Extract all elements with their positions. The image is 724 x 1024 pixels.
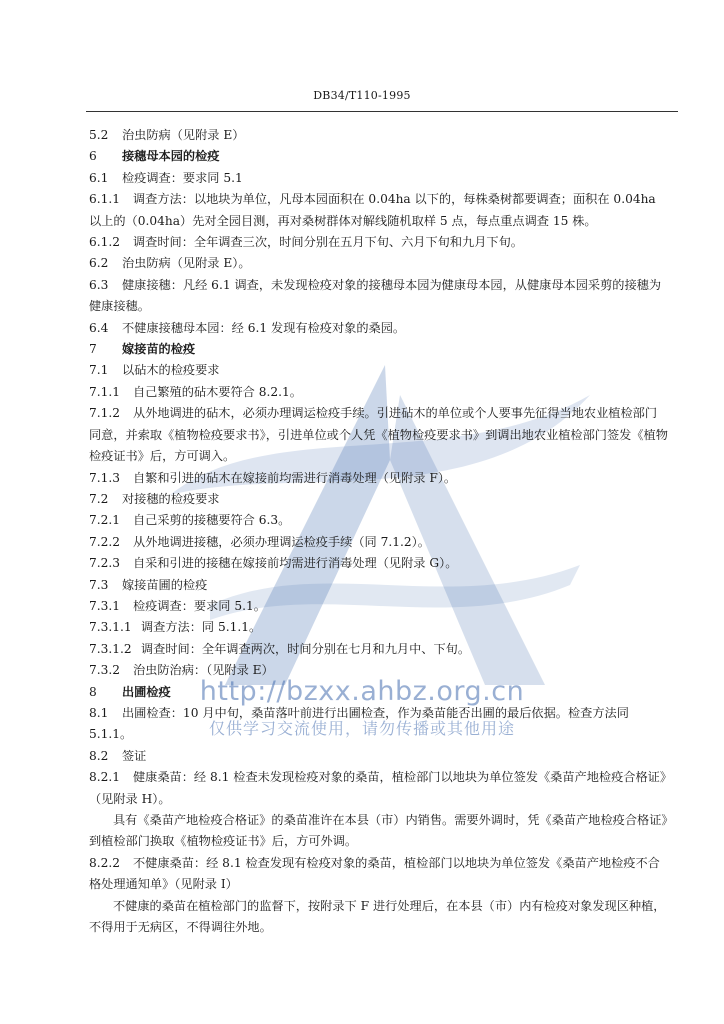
- clause-text: 自己繁殖的砧木要符合 8.2.1。: [133, 384, 302, 399]
- section-heading: [89, 339, 669, 360]
- clause-number: 8.2.2: [89, 855, 121, 870]
- clause-text: 检疫调查：要求同 5.1。: [133, 598, 266, 613]
- clause-number: 7.2.3: [89, 556, 121, 571]
- clause-number: 7.2: [89, 491, 109, 506]
- watermark-url: http://bzxx.ahbz.org.cn: [199, 676, 525, 707]
- clause-number: 5.2: [89, 128, 109, 142]
- clause-paragraph: [89, 510, 669, 531]
- clause-paragraph: [89, 810, 669, 853]
- clause-paragraph: [89, 617, 669, 638]
- clause-paragraph: [89, 746, 669, 767]
- clause-paragraph: [89, 318, 669, 339]
- clause-paragraph: [89, 232, 669, 253]
- clause-paragraph: [89, 896, 669, 939]
- clause-paragraph: [89, 853, 669, 896]
- clause-paragraph: [89, 125, 669, 146]
- clause-number: 6.2: [89, 256, 109, 271]
- header-rule: [86, 111, 678, 112]
- clause-text: 出圃检疫: [122, 684, 171, 699]
- clause-number: 7.1: [89, 363, 109, 378]
- clause-number: 6: [89, 149, 97, 164]
- clause-paragraph: [89, 468, 669, 489]
- clause-number: 6.3: [89, 277, 109, 292]
- clause-number: 7.1.2: [89, 406, 121, 421]
- clause-number: 6.4: [89, 320, 109, 335]
- clause-number: 8.2: [89, 748, 109, 763]
- clause-paragraph: [89, 253, 669, 274]
- clause-paragraph: [89, 403, 669, 467]
- clause-paragraph: [89, 382, 669, 403]
- clause-paragraph: [89, 532, 669, 553]
- clause-number: 6.1: [89, 170, 109, 185]
- clause-number: 7.1.3: [89, 470, 121, 485]
- clause-text: 自采和引进的接穗在嫁接前均需进行消毒处理（见附录 G）。: [133, 556, 458, 571]
- clause-text: 接穗母本园的检疫: [122, 149, 220, 164]
- clause-number: 7.2.1: [89, 513, 121, 528]
- clause-paragraph: [89, 596, 669, 617]
- clause-text: 对接穗的检疫要求: [122, 491, 220, 506]
- clause-text: 治虫防治病：（见附录 E）: [133, 663, 274, 678]
- section-heading: [89, 146, 669, 167]
- clause-paragraph: [89, 189, 669, 232]
- clause-number: 7.3.1: [89, 598, 121, 613]
- clause-text: 自繁和引进的砧木在嫁接前均需进行消毒处理（见附录 F）。: [133, 470, 457, 485]
- clause-number: 7: [89, 342, 97, 357]
- clause-text: 调查方法：同 5.1.1。: [141, 620, 262, 635]
- clause-paragraph: [89, 489, 669, 510]
- clause-number: 6.1.1: [89, 192, 121, 207]
- clause-text: 调查方法：以地块为单位，凡母本园面积在 0.04ha 以下的，每株桑树都要调查；面积在 0.04ha 以上的（0.04ha）先对全园目测，再对桑树群体对解线随机取样 5 点，每点重点调查 15 株。: [89, 192, 656, 228]
- clause-number: 8.2.1: [89, 770, 121, 785]
- clause-number: 6.1.2: [89, 235, 121, 250]
- document-code-header: DB34/T110-1995: [313, 89, 411, 102]
- clause-text: 健康桑苗：经 8.1 检查未发现检疫对象的桑苗，植检部门以地块为单位签发《桑苗产地检疫合格证》（见附录 H）。: [89, 770, 666, 806]
- clause-text: 从外地调进接穗，必须办理调运检疫手续（同 7.1.2）。: [133, 534, 430, 549]
- clause-text: 治虫防病（见附录 E）: [122, 128, 245, 142]
- clause-text: 不健康的桑苗在植检部门的监督下，按附录下 F 进行处理后，在本县（市）内有检疫对象发现区种植，不得用于无病区，不得调往外地。: [89, 898, 666, 935]
- clause-number: 7.3.1.2: [89, 641, 132, 656]
- clause-number: 8.1: [89, 705, 109, 720]
- clause-paragraph: [89, 360, 669, 381]
- clause-number: 7.3.1.1: [89, 620, 132, 635]
- clause-text: 签证: [122, 748, 147, 763]
- clause-text: 不健康接穗母本园：经 6.1 发现有检疫对象的桑园。: [122, 320, 406, 335]
- clause-text: 调查时间：全年调查两次，时间分别在七月和九月中、下旬。: [141, 641, 471, 656]
- watermark-note: 仅供学习交流使用，请勿传播或其他用途: [208, 719, 515, 738]
- clause-number: 8: [89, 684, 97, 699]
- clause-paragraph: [89, 575, 669, 596]
- clause-text: 治虫防病（见附录 E）。: [122, 256, 251, 271]
- clause-text: 嫁接苗的检疫: [122, 342, 196, 357]
- clause-number: 7.3.2: [89, 663, 121, 678]
- clause-text: 嫁接苗圃的检疫: [122, 577, 208, 592]
- clause-text: 调查时间：全年调查三次，时间分别在五月下旬、六月下旬和九月下旬。: [133, 235, 523, 250]
- clause-text: 不健康桑苗：经 8.1 检查发现有检疫对象的桑苗，植检部门以地块为单位签发《桑苗产地检疫不合格处理通知单》（见附录 I）: [89, 855, 660, 892]
- clause-paragraph: [89, 639, 669, 660]
- clause-number: 7.3: [89, 577, 109, 592]
- document-body: [89, 125, 669, 938]
- clause-text: 具有《桑苗产地检疫合格证》的桑苗准许在本县（市）内销售。需要外调时，凭《桑苗产地检疫合格证》到植检部门换取《植物检疫证书》后，方可外调。: [89, 813, 668, 849]
- clause-text: 自己采剪的接穗要符合 6.3。: [133, 513, 291, 528]
- clause-text: 检疫调查：要求同 5.1: [122, 170, 243, 185]
- clause-paragraph: [89, 553, 669, 574]
- clause-paragraph: [89, 767, 669, 810]
- clause-paragraph: [89, 275, 669, 318]
- clause-number: 7.2.2: [89, 534, 121, 549]
- clause-text: 从外地调进的砧木，必须办理调运检疫手续。引进砧木的单位或个人要事先征得当地农业植检部门同意，并索取《植物检疫要求书》，引进单位或个人凭《植物检疫要求书》到调出地农业植检部门签发《植物检疫证书》后，方可调入。: [89, 406, 668, 464]
- clause-paragraph: [89, 168, 669, 189]
- clause-text: 出圃检查：10 月中旬，桑苗落叶前进行出圃检查，作为桑苗能否出圃的最后依据。检查方法同 5.1.1。: [89, 705, 629, 742]
- clause-text: 以砧木的检疫要求: [122, 363, 220, 378]
- clause-text: 健康接穗：凡经 6.1 调查，未发现检疫对象的接穗母本园为健康母本园，从健康母本园采剪的接穗为健康接穗。: [89, 277, 662, 314]
- clause-number: 7.1.1: [89, 384, 121, 399]
